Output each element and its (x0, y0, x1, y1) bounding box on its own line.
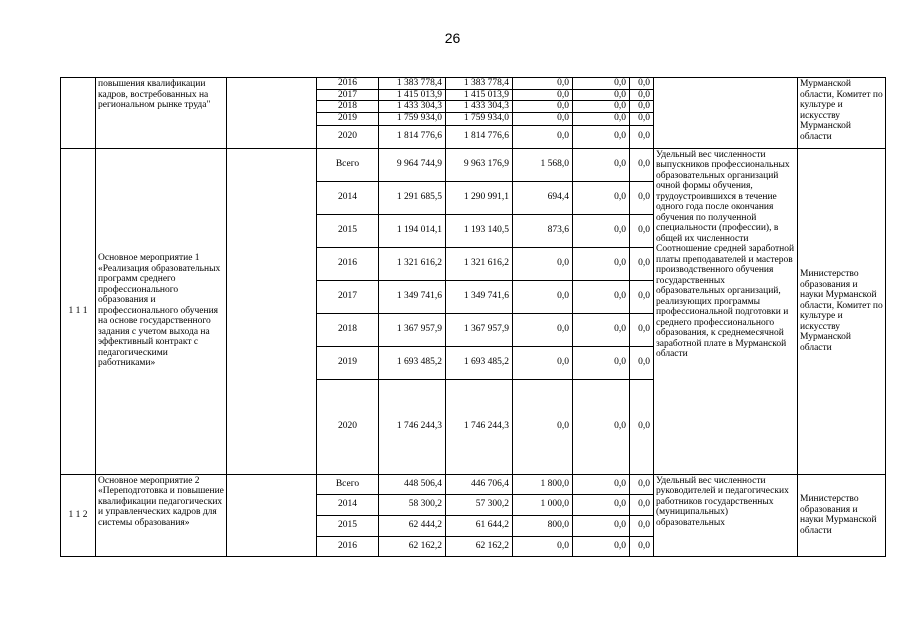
value-cell: 1 759 934,0 (446, 112, 513, 125)
value-cell: 0,0 (513, 125, 573, 148)
year-cell: Всего (317, 474, 379, 494)
activity-description: Основное мероприятие 2 «Переподготовка и повышение квалификации педагогических и управленческих кадров для системы образования» (96, 474, 227, 556)
indicator-cell: Удельный вес численности выпускников профессиональных образовательных организаций очной формы обучения, трудоустроившихся в течение одного года после окончания обучения по полученной специальности (профессии), в общей их численности Соотношение средней заработной платы преподавателей и мастеров производственного обучения государственных образовательных организаций, реализующих программы профессиональной подготовки и среднего профессионального образования, к среднемесячной заработной плате в Мурманской области (654, 148, 798, 474)
indicator-cell (654, 78, 798, 149)
value-cell: 1 291 685,5 (379, 181, 446, 214)
empty-cell (227, 78, 317, 149)
value-cell: 1 433 304,3 (379, 101, 446, 113)
value-cell: 1 746 244,3 (379, 379, 446, 474)
value-cell: 1 321 616,2 (379, 247, 446, 280)
value-cell: 1 367 957,9 (446, 313, 513, 346)
value-cell: 0,0 (630, 247, 654, 280)
activity-description: повышения квалификации кадров, востребованных на региональном рынке труда" (96, 78, 227, 149)
value-cell: 0,0 (513, 313, 573, 346)
year-cell: 2016 (317, 247, 379, 280)
value-cell: 800,0 (513, 515, 573, 536)
executor-cell: Министерство образования и науки Мурманской области (798, 474, 886, 556)
activity-code: 1 1 1 (61, 148, 96, 474)
page-number: 26 (444, 30, 461, 46)
value-cell: 0,0 (513, 247, 573, 280)
value-cell: 1 194 014,1 (379, 214, 446, 247)
empty-cell (227, 474, 317, 556)
value-cell: 0,0 (630, 112, 654, 125)
value-cell: 9 964 744,9 (379, 148, 446, 181)
program-table (60, 77, 886, 557)
value-cell: 0,0 (513, 346, 573, 379)
value-cell: 0,0 (573, 101, 630, 113)
value-cell: 0,0 (573, 346, 630, 379)
value-cell: 0,0 (630, 280, 654, 313)
value-cell: 0,0 (573, 379, 630, 474)
value-cell: 1 814 776,6 (379, 125, 446, 148)
value-cell: 1 693 485,2 (379, 346, 446, 379)
value-cell: 0,0 (573, 280, 630, 313)
value-cell: 694,4 (513, 181, 573, 214)
value-cell: 1 746 244,3 (446, 379, 513, 474)
value-cell: 0,0 (630, 214, 654, 247)
table-row (61, 474, 886, 494)
value-cell: 0,0 (573, 112, 630, 125)
value-cell: 0,0 (513, 101, 573, 113)
value-cell: 0,0 (630, 313, 654, 346)
value-cell: 1 415 013,9 (446, 89, 513, 101)
table-row (61, 78, 886, 90)
year-cell: 2014 (317, 494, 379, 515)
value-cell: 1 800,0 (513, 474, 573, 494)
value-cell: 0,0 (630, 101, 654, 113)
executor-cell: Министерство образования и науки Мурманской области, Комитет по культуре и искусству Мурманской области (798, 148, 886, 474)
value-cell: 0,0 (513, 536, 573, 556)
value-cell: 9 963 176,9 (446, 148, 513, 181)
value-cell: 61 644,2 (446, 515, 513, 536)
year-cell: 2020 (317, 379, 379, 474)
value-cell: 0,0 (630, 181, 654, 214)
value-cell: 0,0 (573, 78, 630, 90)
value-cell: 1 693 485,2 (446, 346, 513, 379)
year-cell: 2018 (317, 101, 379, 113)
value-cell: 62 444,2 (379, 515, 446, 536)
year-cell: 2014 (317, 181, 379, 214)
value-cell: 0,0 (513, 112, 573, 125)
value-cell: 0,0 (573, 247, 630, 280)
value-cell: 0,0 (630, 536, 654, 556)
value-cell: 0,0 (573, 313, 630, 346)
year-cell: 2017 (317, 89, 379, 101)
value-cell: 0,0 (513, 89, 573, 101)
value-cell: 1 415 013,9 (379, 89, 446, 101)
value-cell: 0,0 (513, 379, 573, 474)
value-cell: 0,0 (630, 125, 654, 148)
value-cell: 1 193 140,5 (446, 214, 513, 247)
indicator-cell: Удельный вес численности руководителей и педагогических работников государственных (муниципальных) образовательных (654, 474, 798, 556)
value-cell: 58 300,2 (379, 494, 446, 515)
value-cell: 0,0 (630, 346, 654, 379)
value-cell: 62 162,2 (379, 536, 446, 556)
year-cell: 2015 (317, 214, 379, 247)
value-cell: 1 759 934,0 (379, 112, 446, 125)
table-row (61, 148, 886, 181)
value-cell: 0,0 (573, 125, 630, 148)
activity-code: 1 1 2 (61, 474, 96, 556)
value-cell: 0,0 (513, 78, 573, 90)
value-cell: 0,0 (573, 148, 630, 181)
activity-description: Основное мероприятие 1 «Реализация образовательных программ среднего профессионального образования и профессионального обучения на основе государственного задания с учетом выхода на эффективный контракт с педагогическими работниками» (96, 148, 227, 474)
value-cell: 1 433 304,3 (446, 101, 513, 113)
value-cell: 0,0 (630, 78, 654, 90)
code-cell (61, 78, 96, 149)
value-cell: 0,0 (573, 515, 630, 536)
value-cell: 0,0 (573, 494, 630, 515)
value-cell: 1 814 776,6 (446, 125, 513, 148)
year-cell: 2018 (317, 313, 379, 346)
value-cell: 57 300,2 (446, 494, 513, 515)
year-cell: 2015 (317, 515, 379, 536)
value-cell: 1 349 741,6 (379, 280, 446, 313)
value-cell: 1 383 778,4 (446, 78, 513, 90)
value-cell: 1 383 778,4 (379, 78, 446, 90)
year-cell: 2019 (317, 112, 379, 125)
executor-cell: Мурманской области, Комитет по культуре и искусству Мурманской области (798, 78, 886, 149)
value-cell: 0,0 (573, 474, 630, 494)
value-cell: 1 321 616,2 (446, 247, 513, 280)
value-cell: 0,0 (573, 536, 630, 556)
value-cell: 0,0 (573, 89, 630, 101)
value-cell: 1 349 741,6 (446, 280, 513, 313)
empty-cell (227, 148, 317, 474)
year-cell: 2020 (317, 125, 379, 148)
value-cell: 0,0 (513, 280, 573, 313)
value-cell: 448 506,4 (379, 474, 446, 494)
value-cell: 62 162,2 (446, 536, 513, 556)
value-cell: 1 568,0 (513, 148, 573, 181)
year-cell: 2016 (317, 536, 379, 556)
year-cell: 2017 (317, 280, 379, 313)
value-cell: 446 706,4 (446, 474, 513, 494)
value-cell: 0,0 (630, 148, 654, 181)
value-cell: 1 367 957,9 (379, 313, 446, 346)
value-cell: 0,0 (630, 379, 654, 474)
value-cell: 0,0 (573, 214, 630, 247)
year-cell: 2016 (317, 78, 379, 90)
year-cell: 2019 (317, 346, 379, 379)
value-cell: 0,0 (630, 515, 654, 536)
value-cell: 1 290 991,1 (446, 181, 513, 214)
value-cell: 0,0 (630, 494, 654, 515)
year-cell: Всего (317, 148, 379, 181)
value-cell: 0,0 (630, 474, 654, 494)
value-cell: 0,0 (573, 181, 630, 214)
value-cell: 0,0 (630, 89, 654, 101)
value-cell: 873,6 (513, 214, 573, 247)
value-cell: 1 000,0 (513, 494, 573, 515)
